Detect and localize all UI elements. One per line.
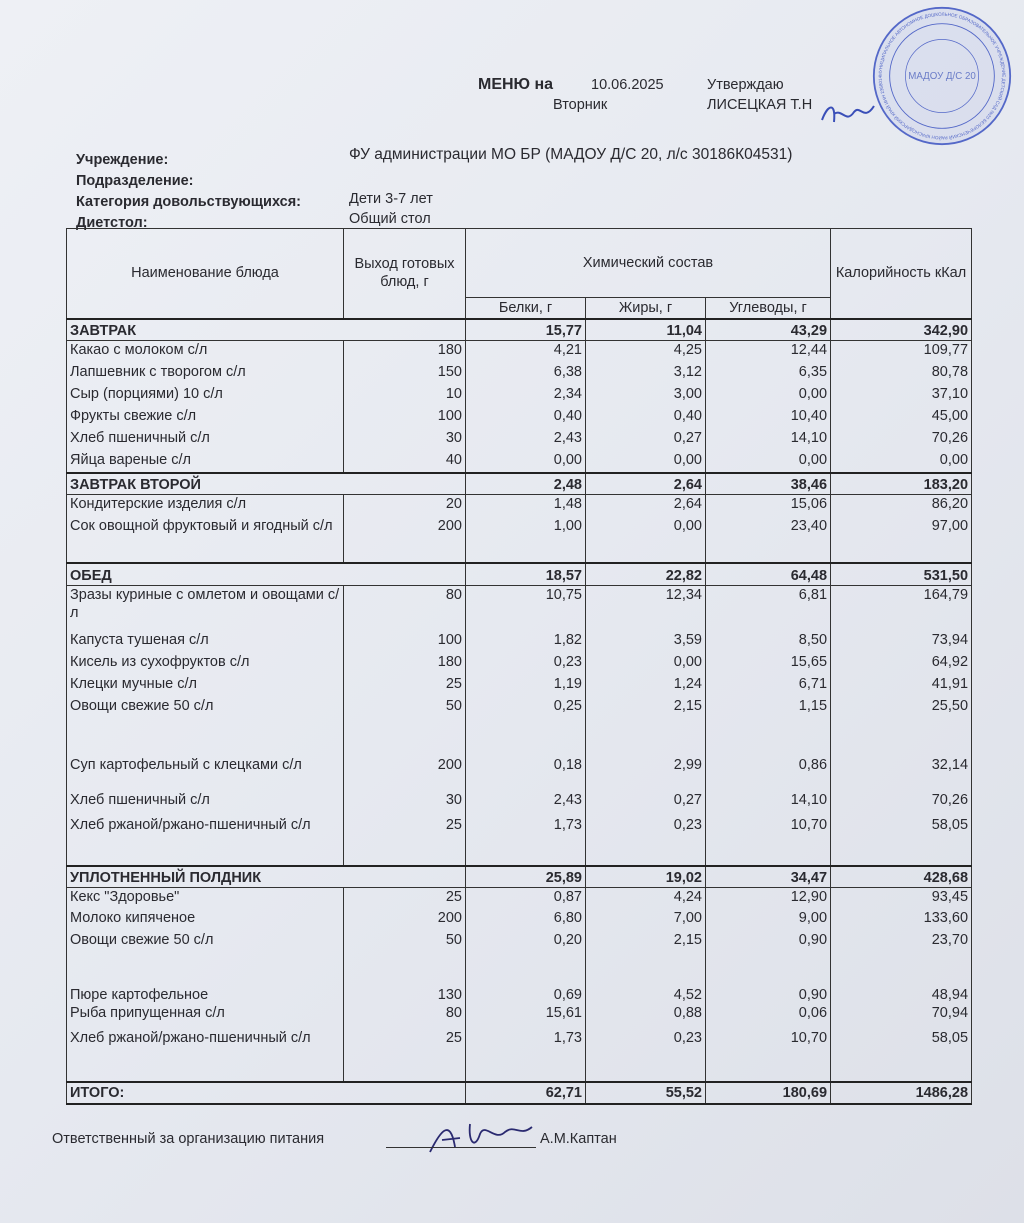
cell-carbs: 6,81 xyxy=(706,586,831,631)
cell-fat: 0,23 xyxy=(586,816,706,866)
col-carbs: Углеводы, г xyxy=(706,298,831,319)
cell-protein: 4,21 xyxy=(466,341,586,363)
col-fat: Жиры, г xyxy=(586,298,706,319)
table-row xyxy=(67,888,972,909)
cell-yield: 200 xyxy=(344,739,466,791)
cell-yield: 80 xyxy=(344,586,466,631)
cell-kcal: 70,26 xyxy=(831,791,972,816)
section-total-protein: 2,48 xyxy=(466,473,586,495)
cell-yield: 200 xyxy=(344,909,466,931)
table-row xyxy=(67,429,972,451)
cell-kcal: 70,26 xyxy=(831,429,972,451)
section-total-fat: 22,82 xyxy=(586,563,706,586)
section-title: ЗАВТРАК xyxy=(67,319,466,341)
table-row xyxy=(67,363,972,385)
cell-yield: 200 xyxy=(344,517,466,563)
section-title: ЗАВТРАК ВТОРОЙ xyxy=(67,473,466,495)
cell-fat: 1,24 xyxy=(586,675,706,697)
cell-protein: 0,20 xyxy=(466,931,586,974)
cell-dish-name: Хлеб ржаной/ржано-пшеничный с/л xyxy=(67,1029,344,1082)
section-row xyxy=(67,473,972,495)
cell-dish-name: Сок овощной фруктовый и ягодный с/л xyxy=(67,517,344,563)
cell-dish-name: Клецки мучные с/л xyxy=(67,675,344,697)
section-title: ОБЕД xyxy=(67,563,466,586)
cell-kcal: 41,91 xyxy=(831,675,972,697)
cell-yield: 100 xyxy=(344,407,466,429)
cell-fat: 3,12 xyxy=(586,363,706,385)
table-row xyxy=(67,341,972,363)
total-value: 55,52 xyxy=(586,1082,706,1104)
cell-kcal: 48,94 xyxy=(831,974,972,1004)
col-protein: Белки, г xyxy=(466,298,586,319)
cell-fat: 2,99 xyxy=(586,739,706,791)
cell-dish-name: Капуста тушеная с/л xyxy=(67,631,344,653)
cell-dish-name: Зразы куриные с омлетом и овощами с/л xyxy=(67,586,344,631)
cell-kcal: 97,00 xyxy=(831,517,972,563)
section-total-kcal: 428,68 xyxy=(831,866,972,888)
cell-protein: 1,82 xyxy=(466,631,586,653)
responsible-signature xyxy=(420,1112,540,1157)
cell-protein: 1,48 xyxy=(466,495,586,517)
cell-yield: 25 xyxy=(344,888,466,909)
cell-protein: 1,73 xyxy=(466,1029,586,1082)
table-row xyxy=(67,909,972,931)
cell-yield: 25 xyxy=(344,1029,466,1082)
total-value: 180,69 xyxy=(706,1082,831,1104)
cell-fat: 0,27 xyxy=(586,791,706,816)
cell-carbs: 10,70 xyxy=(706,816,831,866)
cell-yield: 25 xyxy=(344,816,466,866)
cell-kcal: 25,50 xyxy=(831,697,972,739)
cell-yield: 10 xyxy=(344,385,466,407)
cell-carbs: 12,44 xyxy=(706,341,831,363)
info-label-institution: Учреждение: xyxy=(76,152,169,168)
cell-protein: 0,23 xyxy=(466,653,586,675)
table-row xyxy=(67,653,972,675)
total-row xyxy=(67,1082,972,1104)
total-label: ИТОГО: xyxy=(67,1082,466,1104)
cell-fat: 7,00 xyxy=(586,909,706,931)
cell-protein: 1,00 xyxy=(466,517,586,563)
menu-weekday: Вторник xyxy=(553,97,608,113)
cell-fat: 3,59 xyxy=(586,631,706,653)
cell-protein: 2,43 xyxy=(466,791,586,816)
cell-yield: 80 xyxy=(344,1004,466,1029)
footer-label: Ответственный за организацию питания xyxy=(52,1131,325,1147)
section-total-protein: 25,89 xyxy=(466,866,586,888)
cell-kcal: 73,94 xyxy=(831,631,972,653)
menu-date: 10.06.2025 xyxy=(591,77,664,93)
total-value: 1486,28 xyxy=(831,1082,972,1104)
cell-carbs: 8,50 xyxy=(706,631,831,653)
cell-carbs: 10,70 xyxy=(706,1029,831,1082)
cell-fat: 4,25 xyxy=(586,341,706,363)
cell-carbs: 15,65 xyxy=(706,653,831,675)
section-total-kcal: 531,50 xyxy=(831,563,972,586)
cell-yield: 20 xyxy=(344,495,466,517)
cell-yield: 50 xyxy=(344,697,466,739)
cell-fat: 4,24 xyxy=(586,888,706,909)
cell-protein: 0,69 xyxy=(466,974,586,1004)
total-value: 62,71 xyxy=(466,1082,586,1104)
cell-dish-name: Кекс "Здоровье" xyxy=(67,888,344,909)
cell-fat: 0,88 xyxy=(586,1004,706,1029)
cell-yield: 30 xyxy=(344,429,466,451)
cell-dish-name: Хлеб пшеничный с/л xyxy=(67,791,344,816)
approve-label: Утверждаю xyxy=(707,77,784,93)
table-row xyxy=(67,816,972,866)
cell-kcal: 0,00 xyxy=(831,451,972,473)
cell-carbs: 6,71 xyxy=(706,675,831,697)
cell-dish-name: Сыр (порциями) 10 с/л xyxy=(67,385,344,407)
cell-kcal: 23,70 xyxy=(831,931,972,974)
cell-fat: 0,00 xyxy=(586,517,706,563)
cell-carbs: 0,90 xyxy=(706,974,831,1004)
cell-yield: 40 xyxy=(344,451,466,473)
cell-yield: 30 xyxy=(344,791,466,816)
cell-dish-name: Кисель из сухофруктов с/л xyxy=(67,653,344,675)
signature-line xyxy=(386,1147,536,1148)
table-row xyxy=(67,631,972,653)
col-chem: Химический состав xyxy=(466,229,831,298)
cell-protein: 1,19 xyxy=(466,675,586,697)
cell-kcal: 93,45 xyxy=(831,888,972,909)
section-total-kcal: 342,90 xyxy=(831,319,972,341)
table-row xyxy=(67,385,972,407)
table-row xyxy=(67,451,972,473)
cell-kcal: 133,60 xyxy=(831,909,972,931)
cell-kcal: 70,94 xyxy=(831,1004,972,1029)
cell-protein: 6,80 xyxy=(466,909,586,931)
cell-dish-name: Фрукты свежие с/л xyxy=(67,407,344,429)
cell-fat: 3,00 xyxy=(586,385,706,407)
section-total-fat: 2,64 xyxy=(586,473,706,495)
cell-yield: 150 xyxy=(344,363,466,385)
col-kcal: Калорийность кКал xyxy=(831,229,972,319)
cell-dish-name: Суп картофельный с клецками с/л xyxy=(67,739,344,791)
cell-dish-name: Молоко кипяченое xyxy=(67,909,344,931)
cell-fat: 2,15 xyxy=(586,931,706,974)
info-label-division: Подразделение: xyxy=(76,173,194,189)
section-total-carbs: 43,29 xyxy=(706,319,831,341)
official-stamp xyxy=(872,6,1012,146)
cell-dish-name: Овощи свежие 50 с/л xyxy=(67,697,344,739)
cell-protein: 0,00 xyxy=(466,451,586,473)
info-label-category: Категория довольствующихся: xyxy=(76,194,301,210)
section-total-carbs: 38,46 xyxy=(706,473,831,495)
cell-dish-name: Хлеб ржаной/ржано-пшеничный с/л xyxy=(67,816,344,866)
cell-dish-name: Лапшевник с творогом с/л xyxy=(67,363,344,385)
cell-kcal: 58,05 xyxy=(831,1029,972,1082)
cell-protein: 2,43 xyxy=(466,429,586,451)
cell-carbs: 0,00 xyxy=(706,451,831,473)
table-row xyxy=(67,495,972,517)
cell-dish-name: Яйца вареные с/л xyxy=(67,451,344,473)
cell-yield: 130 xyxy=(344,974,466,1004)
footer-name: А.М.Каптан xyxy=(540,1131,617,1147)
cell-protein: 10,75 xyxy=(466,586,586,631)
section-total-kcal: 183,20 xyxy=(831,473,972,495)
section-title: УПЛОТНЕННЫЙ ПОЛДНИК xyxy=(67,866,466,888)
section-total-fat: 11,04 xyxy=(586,319,706,341)
cell-fat: 0,00 xyxy=(586,451,706,473)
cell-kcal: 45,00 xyxy=(831,407,972,429)
table-row xyxy=(67,407,972,429)
cell-fat: 2,15 xyxy=(586,697,706,739)
cell-carbs: 6,35 xyxy=(706,363,831,385)
cell-carbs: 1,15 xyxy=(706,697,831,739)
table-row xyxy=(67,974,972,1004)
table-row xyxy=(67,931,972,974)
table-row xyxy=(67,1029,972,1082)
table-row xyxy=(67,675,972,697)
cell-fat: 0,23 xyxy=(586,1029,706,1082)
table-row xyxy=(67,586,972,631)
cell-carbs: 12,90 xyxy=(706,888,831,909)
cell-yield: 180 xyxy=(344,341,466,363)
cell-fat: 0,00 xyxy=(586,653,706,675)
cell-kcal: 37,10 xyxy=(831,385,972,407)
approver-name: ЛИСЕЦКАЯ Т.Н xyxy=(707,97,813,113)
cell-fat: 4,52 xyxy=(586,974,706,1004)
section-row xyxy=(67,563,972,586)
info-value-institution: ФУ администрации МО БР (МАДОУ Д/С 20, л/с 30186К04531) xyxy=(349,146,793,163)
cell-dish-name: Овощи свежие 50 с/л xyxy=(67,931,344,974)
cell-carbs: 23,40 xyxy=(706,517,831,563)
cell-dish-name: Кондитерские изделия с/л xyxy=(67,495,344,517)
cell-carbs: 0,00 xyxy=(706,385,831,407)
cell-dish-name: Хлеб пшеничный с/л xyxy=(67,429,344,451)
cell-carbs: 10,40 xyxy=(706,407,831,429)
cell-protein: 0,18 xyxy=(466,739,586,791)
table-row xyxy=(67,791,972,816)
cell-kcal: 58,05 xyxy=(831,816,972,866)
cell-dish-name: Пюре картофельное xyxy=(67,974,344,1004)
cell-kcal: 109,77 xyxy=(831,341,972,363)
col-yield: Выход готовых блюд, г xyxy=(344,229,466,319)
cell-carbs: 14,10 xyxy=(706,429,831,451)
approver-signature xyxy=(818,92,878,132)
section-total-protein: 18,57 xyxy=(466,563,586,586)
section-total-carbs: 34,47 xyxy=(706,866,831,888)
cell-yield: 100 xyxy=(344,631,466,653)
section-total-carbs: 64,48 xyxy=(706,563,831,586)
cell-carbs: 15,06 xyxy=(706,495,831,517)
cell-dish-name: Какао с молоком с/л xyxy=(67,341,344,363)
cell-yield: 180 xyxy=(344,653,466,675)
stamp-ring-text: МУНИЦИПАЛЬНОЕ АВТОНОМНОЕ ДОШКОЛЬНОЕ ОБРАЗОВАТЕЛЬНОЕ УЧРЕЖДЕНИЕ ДЕТСКИЙ САД №20 БЕЛОРЕЧЕНСКИЙ РАЙОН КРАСНОДАРСКИЙ КРАЙ ИНН 2368014 xyxy=(877,11,1007,141)
doc-title: МЕНЮ на xyxy=(478,76,554,93)
cell-fat: 12,34 xyxy=(586,586,706,631)
col-name: Наименование блюда xyxy=(67,229,344,319)
cell-kcal: 86,20 xyxy=(831,495,972,517)
cell-protein: 0,87 xyxy=(466,888,586,909)
cell-protein: 0,25 xyxy=(466,697,586,739)
cell-protein: 0,40 xyxy=(466,407,586,429)
section-total-fat: 19,02 xyxy=(586,866,706,888)
table-row xyxy=(67,1004,972,1029)
stamp-center-text: МАДОУ Д/С 20 xyxy=(908,71,976,83)
cell-yield: 25 xyxy=(344,675,466,697)
table-row xyxy=(67,517,972,563)
cell-fat: 0,27 xyxy=(586,429,706,451)
cell-carbs: 0,86 xyxy=(706,739,831,791)
cell-kcal: 32,14 xyxy=(831,739,972,791)
cell-kcal: 80,78 xyxy=(831,363,972,385)
cell-fat: 0,40 xyxy=(586,407,706,429)
info-label-diet: Диетстол: xyxy=(76,215,148,231)
cell-carbs: 9,00 xyxy=(706,909,831,931)
info-value-category: Дети 3-7 лет xyxy=(349,191,433,207)
cell-protein: 6,38 xyxy=(466,363,586,385)
cell-carbs: 0,06 xyxy=(706,1004,831,1029)
section-row xyxy=(67,866,972,888)
table-row xyxy=(67,739,972,791)
section-total-protein: 15,77 xyxy=(466,319,586,341)
info-value-diet: Общий стол xyxy=(349,211,431,227)
cell-protein: 15,61 xyxy=(466,1004,586,1029)
cell-kcal: 164,79 xyxy=(831,586,972,631)
cell-kcal: 64,92 xyxy=(831,653,972,675)
cell-carbs: 14,10 xyxy=(706,791,831,816)
menu-table xyxy=(66,228,972,1105)
table-row xyxy=(67,697,972,739)
cell-fat: 2,64 xyxy=(586,495,706,517)
cell-protein: 2,34 xyxy=(466,385,586,407)
cell-protein: 1,73 xyxy=(466,816,586,866)
section-row xyxy=(67,319,972,341)
cell-carbs: 0,90 xyxy=(706,931,831,974)
cell-yield: 50 xyxy=(344,931,466,974)
cell-dish-name: Рыба припущенная с/л xyxy=(67,1004,344,1029)
